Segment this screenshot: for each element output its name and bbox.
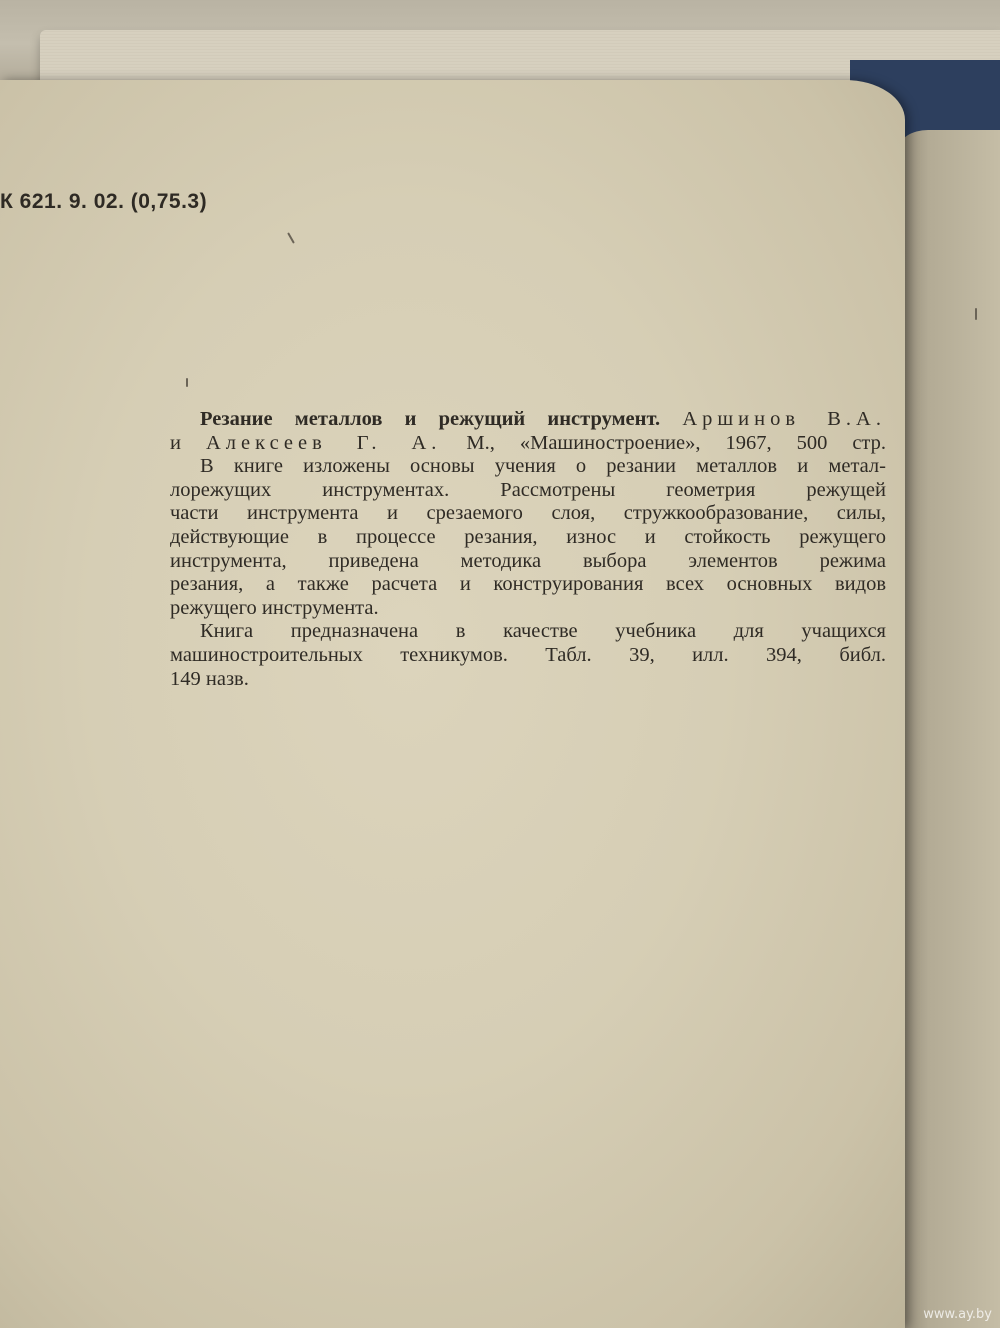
abstract-line: действующие в процессе резания, износ и стойкость режущего [170,525,886,548]
purpose-line: 149 назв. [170,667,249,690]
abstract-line: резания, а также расчета и конструирования всех основных видов [170,573,886,596]
abstract-line: инструмента, приведена методика выбора элементов режима [170,549,886,572]
entry-publisher: М., «Машиностроение», 1967, 500 стр. [466,431,887,454]
entry-title-line [170,408,886,432]
entry-author-1: Аршинов В.А. [682,408,886,430]
entry-title: Резание металлов и режущий инструмент. [200,408,661,430]
paper-speck [975,308,977,320]
paper-speck [186,378,188,387]
purpose-line: Книга предназначена в качестве учебника для учащихся [200,620,886,643]
right-page-edge [898,130,1000,1328]
entry-conjunction: и [170,431,181,454]
abstract-line: лорежущих инструментах. Рассмотрены геометрия режущей [170,478,886,501]
catalog-entry [170,408,886,691]
entry-author-2: Алексеев Г. А. [205,431,442,454]
entry-authors-line [170,432,886,456]
book-page [0,80,905,1328]
abstract-line: В книге изложены основы учения о резании металлов и метал- [200,455,886,478]
abstract-line: режущего инструмента. [170,596,379,619]
purpose-line: машиностроительных техникумов. Табл. 39, илл. 394, библ. [170,643,886,666]
abstract-line: части инструмента и срезаемого слоя, стружкообразование, силы, [170,502,886,525]
watermark-text: www.ay.by [923,1307,992,1322]
udk-code: К 621. 9. 02. (0,75.3) [0,190,208,213]
